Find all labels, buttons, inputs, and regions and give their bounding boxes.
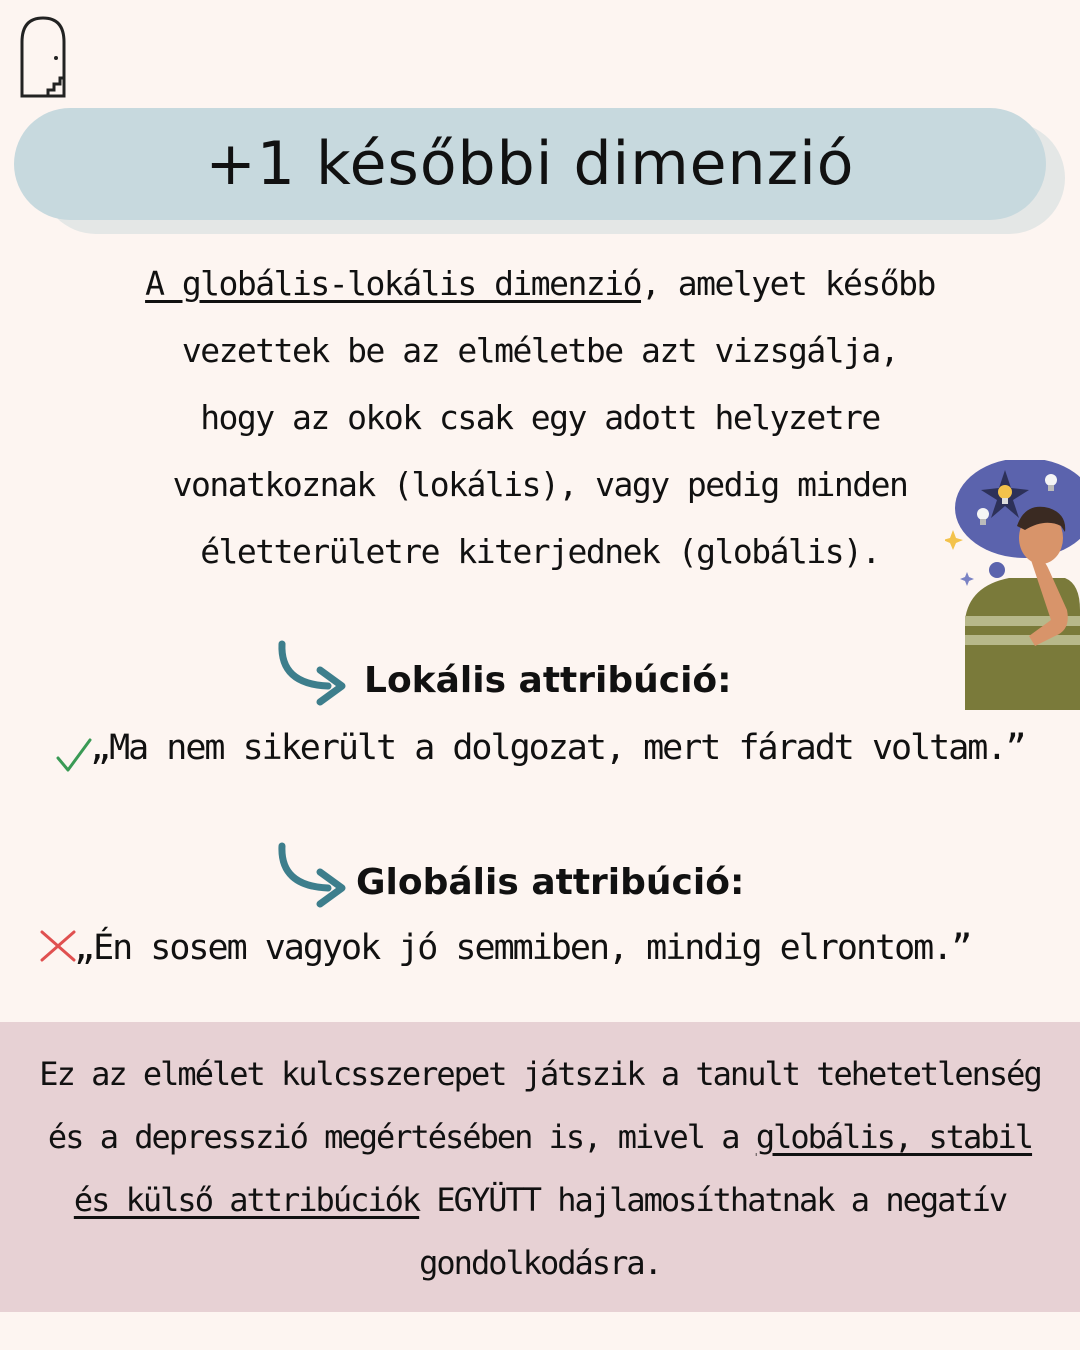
footer-line-2	[30, 1106, 1050, 1169]
intro-line-1	[120, 250, 960, 317]
intro-line-3: hogy az okok csak egy adott helyzetre	[200, 398, 880, 437]
intro-line-1-rest: , amelyet később	[641, 264, 935, 303]
footer-line-2-start: és a depresszió megértésében is, mivel a	[47, 1118, 756, 1156]
checkmark-icon	[54, 736, 94, 776]
intro-paragraph	[120, 250, 960, 585]
intro-line-5: életterületre kiterjednek (globális).	[200, 532, 880, 571]
curved-arrow-icon	[276, 640, 352, 708]
page-title: +1 későbbi dimenzió	[205, 129, 855, 199]
footer-underlined-phrase-2: és külső attribúciók	[73, 1181, 420, 1219]
footer-line-4: gondolkodásra.	[419, 1244, 661, 1282]
footer-line-3	[30, 1169, 1050, 1232]
local-attribution-quote: „Ma nem sikerült a dolgozat, mert fáradt voltam.”	[90, 728, 1025, 768]
cross-icon	[38, 928, 78, 964]
local-attribution-label: Lokális attribúció:	[364, 660, 732, 701]
intro-underlined-term: A globális-lokális dimenzió	[145, 264, 642, 303]
curved-arrow-icon	[276, 842, 352, 910]
footer-paragraph	[30, 1043, 1050, 1295]
intro-line-2: vezettek be az elméletbe azt vizsgálja,	[181, 331, 899, 370]
footer-underlined-phrase-1: globális, stabil	[755, 1118, 1033, 1156]
footer-line-3-rest: EGYÜTT hajlamosíthatnak a negatív	[419, 1181, 1007, 1219]
global-attribution-quote: „Én sosem vagyok jó semmiben, mindig elrontom.”	[74, 928, 971, 968]
door-logo-icon	[18, 14, 68, 100]
footer-line-1: Ez az elmélet kulcsszerepet játszik a tanult tehetetlenség	[39, 1055, 1041, 1093]
intro-line-4: vonatkoznak (lokális), vagy pedig minden	[172, 465, 908, 504]
title-banner	[14, 108, 1046, 220]
global-attribution-label: Globális attribúció:	[356, 862, 745, 903]
thinking-person-illustration	[945, 460, 1080, 710]
